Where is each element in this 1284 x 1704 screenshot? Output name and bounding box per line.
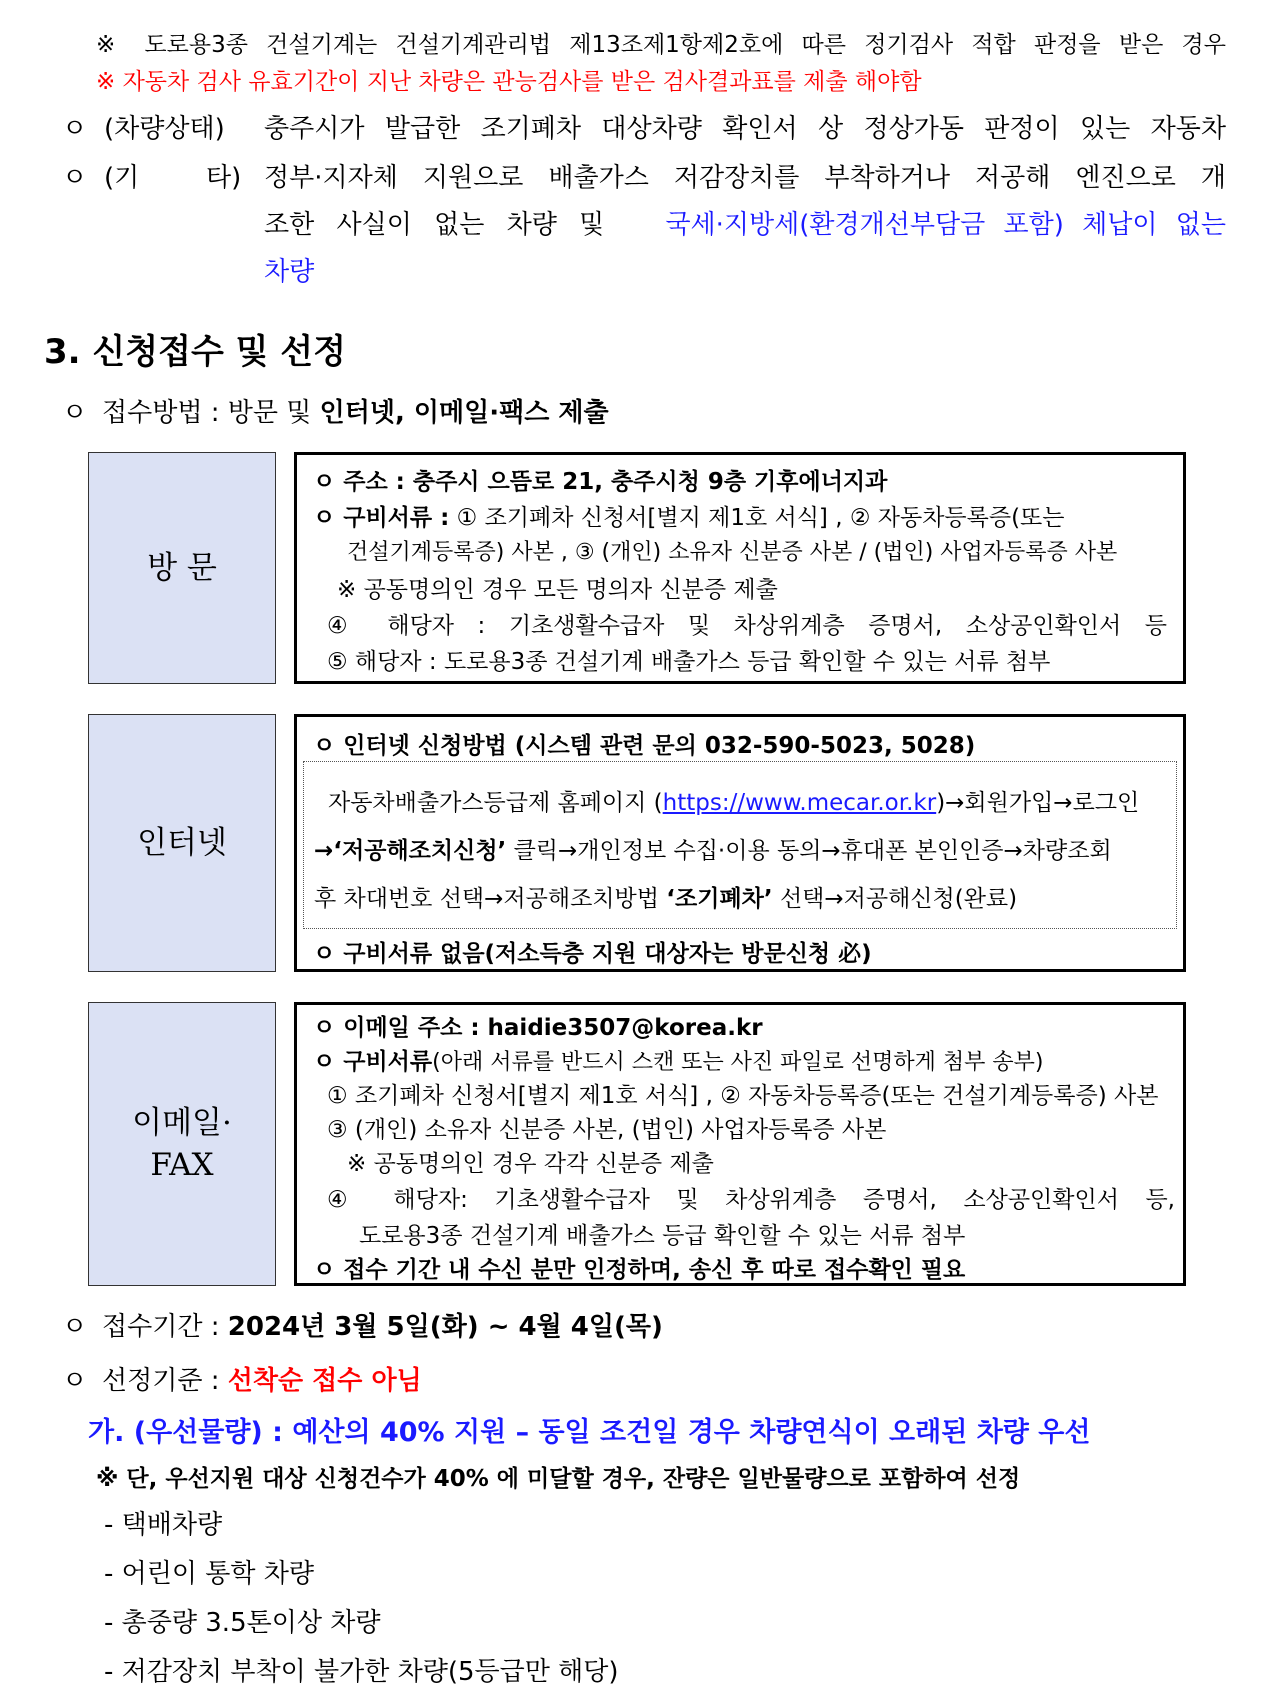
internet-box xyxy=(294,714,1186,972)
email-address: ㅇ 이메일 주소 : haidie3507@korea.kr xyxy=(313,1015,763,1041)
note-construction-machinery: ※ 도로용3종 건설기계는 건설기계관리법 제13조제1항제2호에 따른 정기검사 적합 판정을 받은 경우 xyxy=(96,32,1226,58)
etc-line2-blue: 국세·지방세(환경개선부담금 포함) 체납이 없는 xyxy=(665,210,1226,240)
internet-steps-box xyxy=(303,761,1177,929)
period-value: 2024년 3월 5일(화) ~ 4월 4일(목) xyxy=(227,1312,663,1342)
priority-item: - 어린이 통학 차량 xyxy=(104,1559,314,1589)
bullet: ㅇ xyxy=(62,163,88,193)
priority-item: - 택배차량 xyxy=(104,1510,223,1540)
internet-method-title: ㅇ 인터넷 신청방법 (시스템 관련 문의 032-590-5023, 5028) xyxy=(313,733,976,759)
method-label: 접수방법 : 방문 및 xyxy=(102,398,312,428)
visit-docs-line1: ① 조기폐차 신청서[별지 제1호 서식] , ② 자동차등록증(또는 xyxy=(456,505,1065,531)
email-label-text xyxy=(132,1102,232,1186)
priority-item: - 저감장치 부착이 불가한 차량(5등급만 해당) xyxy=(104,1657,619,1687)
internet-step-line2 xyxy=(314,832,1112,865)
note-inspection-expired: ※ 자동차 검사 유효기간이 지난 차량은 관능검사를 받은 검사결과표를 제출 해야함 xyxy=(96,69,922,95)
internet-step-post: )→회원가입→로그인 xyxy=(936,790,1140,816)
period-line xyxy=(102,1306,663,1343)
visit-docs-line2: 건설기계등록증) 사본 , ③ (개인) 소유자 신분증 사본 / (법인) 사업자등록증 사본 xyxy=(347,540,1118,565)
etc-line3: 차량 xyxy=(264,257,315,287)
visit-docs-line5: ⑤ 해당자 : 도로용3종 건설기계 배출가스 등급 확인할 수 있는 서류 첨부 xyxy=(327,649,1051,675)
visit-docs-line1-wrap xyxy=(313,499,1064,532)
visit-docs-label: ㅇ 구비서류 : xyxy=(313,505,450,531)
internet-docs: ㅇ 구비서류 없음(저소득층 지원 대상자는 방문신청 必) xyxy=(313,941,872,967)
internet-step3-pre: 후 차대번호 선택→저공해조치방법 xyxy=(314,886,659,912)
etc-label-b: 타) xyxy=(206,163,242,193)
method-line xyxy=(102,392,609,429)
period-label: 접수기간 : xyxy=(102,1312,220,1342)
criteria-line xyxy=(102,1360,422,1397)
priority-item: - 총중량 3.5톤이상 차량 xyxy=(104,1608,381,1638)
etc-line1: 정부·지자체 지원으로 배출가스 저감장치를 부착하거나 저공해 엔진으로 개 xyxy=(264,163,1226,193)
email-box xyxy=(294,1002,1186,1286)
email-line5: 도로용3종 건설기계 배출가스 등급 확인할 수 있는 서류 첨부 xyxy=(359,1223,966,1249)
email-line2: ③ (개인) 소유자 신분증 사본, (법인) 사업자등록증 사본 xyxy=(327,1117,887,1143)
etc-line2 xyxy=(264,204,1226,241)
visit-label-text: 방 문 xyxy=(147,550,217,586)
priority-note: ※ 단, 우선지원 대상 신청건수가 40% 에 미달할 경우, 잔량은 일반물량으로 포함하여 선정 xyxy=(96,1466,1021,1492)
internet-step-rest: 클릭→개인정보 수집·이용 동의→휴대폰 본인인증→차량조회 xyxy=(513,838,1112,864)
email-docs-label: ㅇ 구비서류 xyxy=(313,1049,433,1075)
internet-step3-bold: ‘조기폐차’ xyxy=(666,886,773,912)
visit-box xyxy=(294,452,1186,684)
status-text: 충주시가 발급한 조기폐차 대상차량 확인서 상 정상가동 판정이 있는 자동차 xyxy=(264,114,1226,144)
bullet: ㅇ xyxy=(62,398,88,428)
section-title: 3. 신청접수 및 선정 xyxy=(44,332,346,372)
internet-step-bold: →‘저공해조치신청’ xyxy=(314,838,507,864)
criteria-label: 선정기준 : xyxy=(102,1366,220,1396)
visit-label xyxy=(88,452,276,684)
internet-label xyxy=(88,714,276,972)
internet-label-text: 인터넷 xyxy=(137,825,227,861)
visit-address: ㅇ 주소 : 충주시 으뜸로 21, 충주시청 9층 기후에너지과 xyxy=(313,469,888,495)
visit-docs-line4: ④ 해당자 : 기초생활수급자 및 차상위계층 증명서, 소상공인확인서 등 xyxy=(327,613,1167,639)
email-label-line2: FAX xyxy=(150,1147,214,1183)
homepage-link[interactable]: https://www.mecar.or.kr xyxy=(662,790,937,816)
email-line1: ① 조기폐차 신청서[별지 제1호 서식] , ② 자동차등록증(또는 건설기계등록증) 사본 xyxy=(327,1083,1159,1109)
etc-label-a: (기 xyxy=(104,163,140,193)
email-label xyxy=(88,1002,276,1286)
bullet: ㅇ xyxy=(62,1366,88,1396)
bullet: ㅇ xyxy=(62,114,88,144)
email-docs-rest: (아래 서류를 반드시 스캔 또는 사진 파일로 선명하게 첨부 송부) xyxy=(432,1050,1044,1075)
criteria-value: 선착순 접수 아님 xyxy=(227,1366,422,1396)
email-line4: ④ 해당자: 기초생활수급자 및 차상위계층 증명서, 소상공인확인서 등, xyxy=(327,1187,1175,1213)
visit-docs-line3: ※ 공동명의인 경우 모든 명의자 신분증 제출 xyxy=(337,577,778,603)
internet-step-line1 xyxy=(328,784,1139,817)
status-label: (차량상태) xyxy=(104,114,225,144)
email-label-line1: 이메일· xyxy=(132,1105,232,1141)
internet-step-line3 xyxy=(314,880,1017,913)
email-notice: ㅇ 접수 기간 내 수신 분만 인정하며, 송신 후 따로 접수확인 필요 xyxy=(313,1257,966,1283)
bullet: ㅇ xyxy=(62,1312,88,1342)
internet-step-pre: 자동차배출가스등급제 홈페이지 ( xyxy=(328,790,663,816)
method-bold: 인터넷, 이메일·팩스 제출 xyxy=(319,398,609,428)
email-docs-wrap xyxy=(313,1043,1044,1076)
internet-step3-post: 선택→저공해신청(완료) xyxy=(779,886,1018,912)
priority-line: 가. (우선물량) : 예산의 40% 지원 – 동일 조건일 경우 차량연식이 오래된 차량 우선 xyxy=(88,1417,1091,1448)
email-line3: ※ 공동명의인 경우 각각 신분증 제출 xyxy=(347,1151,714,1177)
etc-line2-plain: 조한 사실이 없는 차량 및 xyxy=(264,210,605,240)
